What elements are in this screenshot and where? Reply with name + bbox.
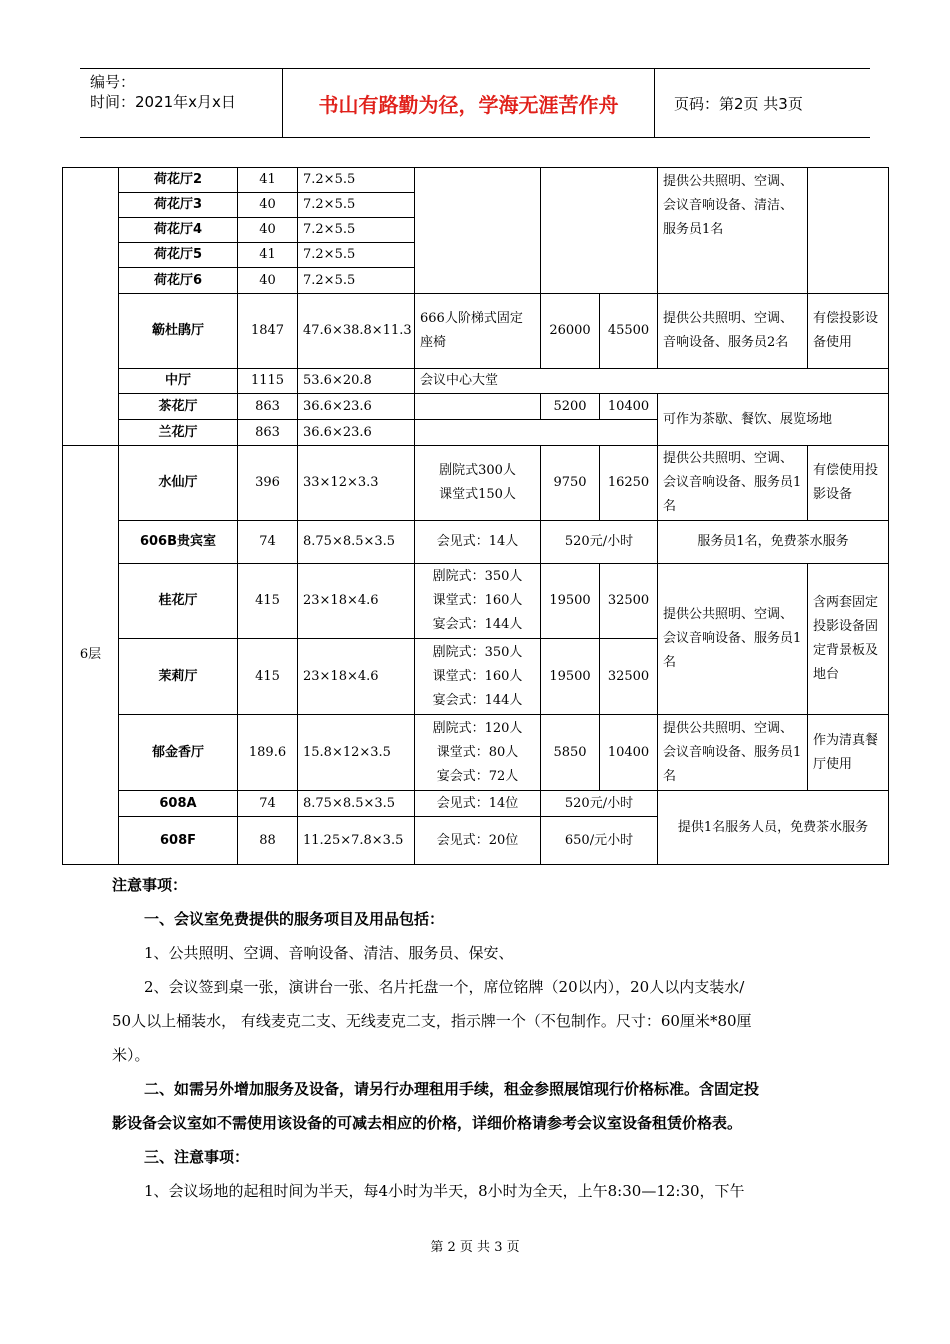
room-area: 40 bbox=[238, 193, 298, 218]
layout-line: 课堂式150人 bbox=[439, 487, 516, 502]
room-name: 兰花厅 bbox=[119, 420, 238, 446]
page-header bbox=[80, 68, 870, 138]
lotus-price-empty bbox=[541, 168, 658, 294]
room-area: 40 bbox=[238, 218, 298, 243]
room-service: 提供1名服务人员，免费茶水服务 bbox=[658, 791, 889, 865]
room-area: 863 bbox=[238, 394, 298, 420]
room-area: 1847 bbox=[238, 294, 298, 369]
room-size: 7.2×5.5 bbox=[298, 168, 415, 193]
notes-title: 注意事项： bbox=[112, 876, 188, 894]
room-area: 415 bbox=[238, 639, 298, 715]
room-area: 41 bbox=[238, 243, 298, 268]
room-size: 36.6×23.6 bbox=[298, 420, 415, 446]
room-layout: 会见式：14人 bbox=[415, 521, 541, 564]
room-area: 415 bbox=[238, 564, 298, 639]
room-area: 396 bbox=[238, 446, 298, 521]
room-size: 23×18×4.6 bbox=[298, 564, 415, 639]
table-row bbox=[63, 715, 889, 791]
room-name: 荷花厅3 bbox=[119, 193, 238, 218]
section-1-item-2-cont: 50人以上桶装水， 有线麦克二支、无线麦克二支，指示牌一个（不包制作。尺寸：60厘米*80厘 bbox=[112, 1012, 752, 1030]
table-row bbox=[63, 521, 889, 564]
room-layout bbox=[415, 564, 541, 639]
floor-cell bbox=[63, 168, 119, 446]
room-size: 7.2×5.5 bbox=[298, 268, 415, 294]
section-1-item-2-end: 米）。 bbox=[112, 1046, 150, 1064]
section-1-item-1: 1、公共照明、空调、音响设备、清洁、服务员、保安、 bbox=[144, 944, 514, 962]
room-half-price: 5850 bbox=[541, 715, 600, 791]
room-note: 含两套固定投影设备固定背景板及地台 bbox=[808, 564, 889, 715]
layout-line: 宴会式：144人 bbox=[432, 617, 523, 632]
layout-line: 剧院式：350人 bbox=[432, 569, 523, 584]
room-area: 74 bbox=[238, 521, 298, 564]
room-size: 7.2×5.5 bbox=[298, 243, 415, 268]
room-size: 47.6×38.8×11.3 bbox=[298, 294, 415, 369]
room-half-price: 26000 bbox=[541, 294, 600, 369]
section-3-title: 三、注意事项： bbox=[144, 1148, 250, 1166]
room-full-price: 10400 bbox=[600, 394, 658, 420]
room-area: 74 bbox=[238, 791, 298, 817]
room-size: 23×18×4.6 bbox=[298, 639, 415, 715]
room-name: 荷花厅4 bbox=[119, 218, 238, 243]
room-half-price: 19500 bbox=[541, 564, 600, 639]
number-label: 编号： bbox=[90, 73, 136, 91]
layout-line: 宴会式：144人 bbox=[432, 692, 523, 708]
header-meta bbox=[80, 69, 283, 137]
lotus-service: 提供公共照明、空调、会议音响设备、清洁、服务员1名 bbox=[658, 168, 808, 294]
room-price: 520元/小时 bbox=[541, 521, 658, 564]
room-size: 8.75×8.5×3.5 bbox=[298, 791, 415, 817]
room-half-price: 5200 bbox=[541, 394, 600, 420]
layout-line: 剧院式：350人 bbox=[432, 644, 523, 660]
room-name: 荷花厅2 bbox=[119, 168, 238, 193]
room-area: 41 bbox=[238, 168, 298, 193]
room-area: 189.6 bbox=[238, 715, 298, 791]
layout-line: 剧院式300人 bbox=[439, 463, 516, 478]
room-service: 提供公共照明、空调、会议音响设备、服务员1名 bbox=[658, 715, 808, 791]
section-3-item-1: 1、会议场地的起租时间为半天，每4小时为半天，8小时为全天，上午8:30—12:30，下午 bbox=[144, 1182, 745, 1200]
room-name: 中厅 bbox=[119, 369, 238, 394]
section-2-line-2: 影设备会议室如不需使用该设备的可减去相应的价格，详细价格请参考会议室设备租赁价格表。 bbox=[112, 1114, 743, 1132]
room-full-price: 16250 bbox=[600, 446, 658, 521]
room-note: 有偿投影设备使用 bbox=[808, 294, 889, 369]
room-size: 36.6×23.6 bbox=[298, 394, 415, 420]
room-name: 茶花厅 bbox=[119, 394, 238, 420]
room-layout-empty bbox=[415, 394, 541, 420]
layout-line: 剧院式：120人 bbox=[432, 720, 523, 736]
room-area: 1115 bbox=[238, 369, 298, 394]
room-name: 簕杜鹃厅 bbox=[119, 294, 238, 369]
room-price: 650/元小时 bbox=[541, 817, 658, 865]
section-2-line-1: 二、如需另外增加服务及设备，请另行办理租用手续，租金参照展馆现行价格标准。含固定投 bbox=[144, 1080, 760, 1098]
room-full-price: 10400 bbox=[600, 715, 658, 791]
room-name: 606B贵宾室 bbox=[119, 521, 238, 564]
room-layout: 666人阶梯式固定座椅 bbox=[415, 294, 541, 369]
room-size: 53.6×20.8 bbox=[298, 369, 415, 394]
room-name: 荷花厅6 bbox=[119, 268, 238, 294]
room-name: 水仙厅 bbox=[119, 446, 238, 521]
room-full-price: 45500 bbox=[600, 294, 658, 369]
room-area: 863 bbox=[238, 420, 298, 446]
room-size: 8.75×8.5×3.5 bbox=[298, 521, 415, 564]
room-full-price: 32500 bbox=[600, 639, 658, 715]
room-service: 提供公共照明、空调、会议音响设备、服务员1名 bbox=[658, 564, 808, 715]
room-layout: 会见式：20位 bbox=[415, 817, 541, 865]
table-row bbox=[63, 446, 889, 521]
table-row bbox=[63, 369, 889, 394]
header-page-info: 页码：第2页 共3页 bbox=[674, 94, 803, 113]
room-name: 桂花厅 bbox=[119, 564, 238, 639]
room-price: 520元/小时 bbox=[541, 791, 658, 817]
room-layout bbox=[415, 639, 541, 715]
section-1-item-2: 2、会议签到桌一张，演讲台一张、名片托盘一个，席位铭牌（20以内），20人以内支装水/ bbox=[144, 978, 745, 996]
table-row bbox=[63, 294, 889, 369]
section-1-title: 一、会议室免费提供的服务项目及用品包括： bbox=[144, 910, 445, 928]
room-name: 608F bbox=[119, 817, 238, 865]
room-service: 服务员1名，免费茶水服务 bbox=[658, 521, 889, 564]
room-name: 608A bbox=[119, 791, 238, 817]
room-size: 15.8×12×3.5 bbox=[298, 715, 415, 791]
room-size: 11.25×7.8×3.5 bbox=[298, 817, 415, 865]
header-motto: 书山有路勤为径，学海无涯苦作舟 bbox=[283, 69, 655, 137]
table-row bbox=[63, 394, 889, 420]
layout-line: 课堂式：80人 bbox=[436, 744, 519, 760]
room-area: 40 bbox=[238, 268, 298, 294]
notes-section bbox=[112, 868, 842, 1208]
page-footer: 第 2 页 共 3 页 bbox=[430, 1240, 520, 1255]
lotus-layout-empty bbox=[415, 168, 541, 294]
layout-line: 课堂式：160人 bbox=[432, 668, 523, 684]
table-row bbox=[63, 564, 889, 639]
room-layout bbox=[415, 715, 541, 791]
room-area: 88 bbox=[238, 817, 298, 865]
room-name: 茉莉厅 bbox=[119, 639, 238, 715]
layout-line: 课堂式：160人 bbox=[432, 593, 523, 608]
room-layout: 会议中心大堂 bbox=[415, 369, 889, 394]
room-table bbox=[62, 167, 889, 865]
room-name: 郁金香厅 bbox=[119, 715, 238, 791]
table-row bbox=[63, 168, 889, 193]
room-size: 33×12×3.3 bbox=[298, 446, 415, 521]
room-size: 7.2×5.5 bbox=[298, 193, 415, 218]
room-layout: 会见式：14位 bbox=[415, 791, 541, 817]
floor-label: 6层 bbox=[63, 446, 119, 865]
room-service: 提供公共照明、空调、音响设备、服务员2名 bbox=[658, 294, 808, 369]
room-half-price: 9750 bbox=[541, 446, 600, 521]
room-empty bbox=[415, 420, 658, 446]
room-service: 提供公共照明、空调、会议音响设备、服务员1名 bbox=[658, 446, 808, 521]
room-layout bbox=[415, 446, 541, 521]
room-full-price: 32500 bbox=[600, 564, 658, 639]
room-name: 荷花厅5 bbox=[119, 243, 238, 268]
room-half-price: 19500 bbox=[541, 639, 600, 715]
table-row bbox=[63, 791, 889, 817]
time-label: 时间：2021年x月x日 bbox=[90, 93, 236, 111]
room-size: 7.2×5.5 bbox=[298, 218, 415, 243]
room-note: 作为清真餐厅使用 bbox=[808, 715, 889, 791]
lotus-note-empty bbox=[808, 168, 889, 294]
tea-service: 可作为茶歇、餐饮、展览场地 bbox=[658, 394, 889, 446]
room-note: 有偿使用投影设备 bbox=[808, 446, 889, 521]
layout-line: 宴会式：72人 bbox=[436, 768, 519, 784]
